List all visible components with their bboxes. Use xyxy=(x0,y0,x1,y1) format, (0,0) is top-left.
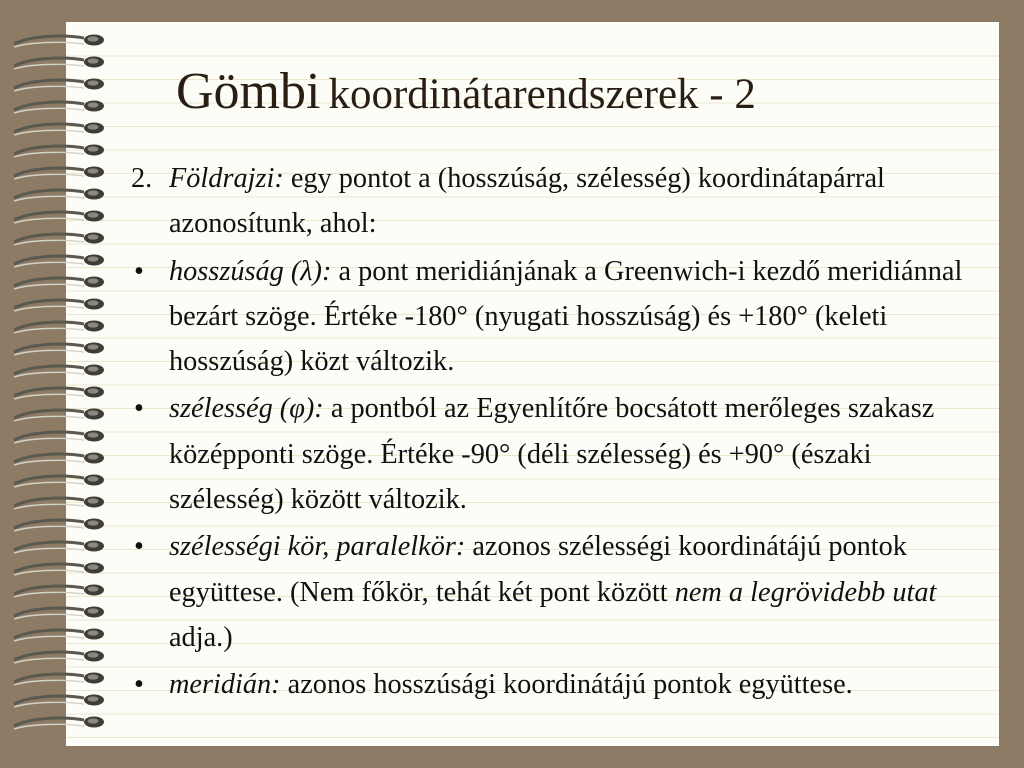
bullet-icon: • xyxy=(134,255,144,287)
bullet-text: azonos hosszúsági koordinátájú pontok együttese. xyxy=(280,669,853,701)
bullet-icon: • xyxy=(134,393,144,425)
intro-term: Földrajzi: xyxy=(169,163,284,194)
bullet-term: szélesség (φ): xyxy=(169,393,324,425)
bullet-icon: • xyxy=(134,669,144,701)
bullet-text: azonos szélességi koordinátájú pontok együttese. (Nem főkör, tehát két pont között xyxy=(169,531,907,608)
bullet-term: szélességi kör, paralelkör: xyxy=(169,531,466,563)
spiral-binding xyxy=(0,30,110,750)
bullet-item-latitude xyxy=(131,386,991,522)
bullet-italic-phrase: nem a legrövidebb utat xyxy=(674,576,937,608)
title-main: Gömbi xyxy=(176,63,321,120)
bullet-term: hosszúság (λ): xyxy=(169,255,332,287)
intro-paragraph xyxy=(131,156,991,247)
bullet-item-meridian xyxy=(131,662,991,707)
title-rest: koordinátarendszerek - 2 xyxy=(328,71,756,118)
intro-number: 2. xyxy=(131,163,153,194)
bullet-text-after: adja.) xyxy=(169,621,233,653)
bullet-term: meridián: xyxy=(169,669,281,701)
slide-body xyxy=(131,156,991,710)
bullet-item-longitude xyxy=(131,249,991,385)
bullet-text: a pont meridiánjának a Greenwich-i kezdő meridiánnal bezárt szöge. Értéke -180° (nyugati hosszúság) és +180° (keleti hosszúság) közt változik. xyxy=(169,255,963,378)
intro-text: egy pontot a (hosszúság, szélesség) koordinátapárral azonosítunk, ahol: xyxy=(169,163,885,240)
slide-title xyxy=(176,56,756,133)
bullet-text: a pontból az Egyenlítőre bocsátott merőleges szakasz középponti szöge. Értéke -90° (déli szélesség) és +90° (északi szélesség) között változik. xyxy=(169,393,935,516)
bullet-item-parallel xyxy=(131,524,991,660)
bullet-icon: • xyxy=(134,531,144,563)
